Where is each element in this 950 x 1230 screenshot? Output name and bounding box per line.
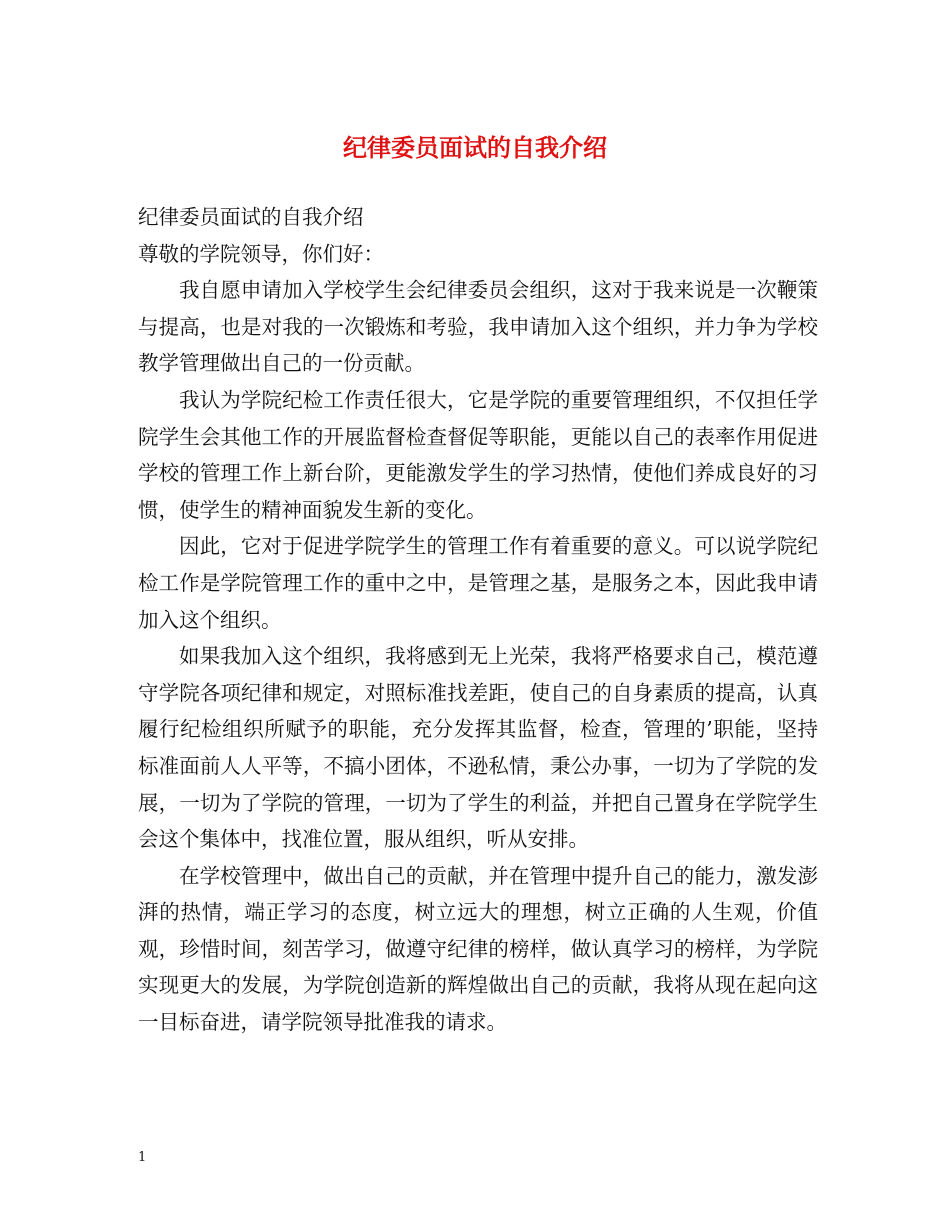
paragraph-5: 在学校管理中，做出自己的贡献，并在管理中提升自己的能力，激发澎湃的热情，端正学习的态度，树立远大的理想，树立正确的人生观，价值观，珍惜时间，刻苦学习，做遵守纪律的榜样，做认真学习的榜样，为学院实现更大的发展，为学院创造新的辉煌做出自己的贡献，我将从现在起向这一目标奋进，请学院领导批准我的请求。 bbox=[138, 863, 818, 1035]
paragraph-4: 如果我加入这个组织，我将感到无上光荣，我将严格要求自己，模范遵守学院各项纪律和规定，对照标准找差距，使自己的自身素质的提高，认真履行纪检组织所赋予的职能，充分发挥其监督，检查，管理的’职能，坚持标准面前人人平等，不搞小团体，不逊私情，秉公办事，一切为了学院的发展，一切为了学院的管理，一切为了学生的利益，并把自己置身在学院学生会这个集体中，找准位置，服从组织，听从安排。 bbox=[138, 644, 818, 852]
page-number: 1 bbox=[138, 1150, 147, 1165]
paragraph-3: 因此，它对于促进学院学生的管理工作有着重要的意义。可以说学院纪检工作是学院管理工作的重中之中，是管理之基，是服务之本，因此我申请加入这个组织。 bbox=[138, 534, 818, 632]
paragraph-1: 我自愿申请加入学校学生会纪律委员会组织，这对于我来说是一次鞭策与提高，也是对我的一次锻炼和考验，我申请加入这个组织，并力争为学校教学管理做出自己的一份贡献。 bbox=[138, 278, 818, 376]
greeting: 尊敬的学院领导，你们好： bbox=[138, 241, 384, 266]
document-title: 纪律委员面试的自我介绍 bbox=[343, 133, 607, 162]
document-subtitle: 纪律委员面试的自我介绍 bbox=[138, 205, 364, 229]
document-body bbox=[138, 199, 818, 1041]
paragraph-2: 我认为学院纪检工作责任很大，它是学院的重要管理组织，不仅担任学院学生会其他工作的开展监督检查督促等职能，更能以自己的表率作用促进学校的管理工作上新台阶，更能激发学生的学习热情，使他们养成良好的习惯，使学生的精神面貌发生新的变化。 bbox=[138, 387, 818, 522]
